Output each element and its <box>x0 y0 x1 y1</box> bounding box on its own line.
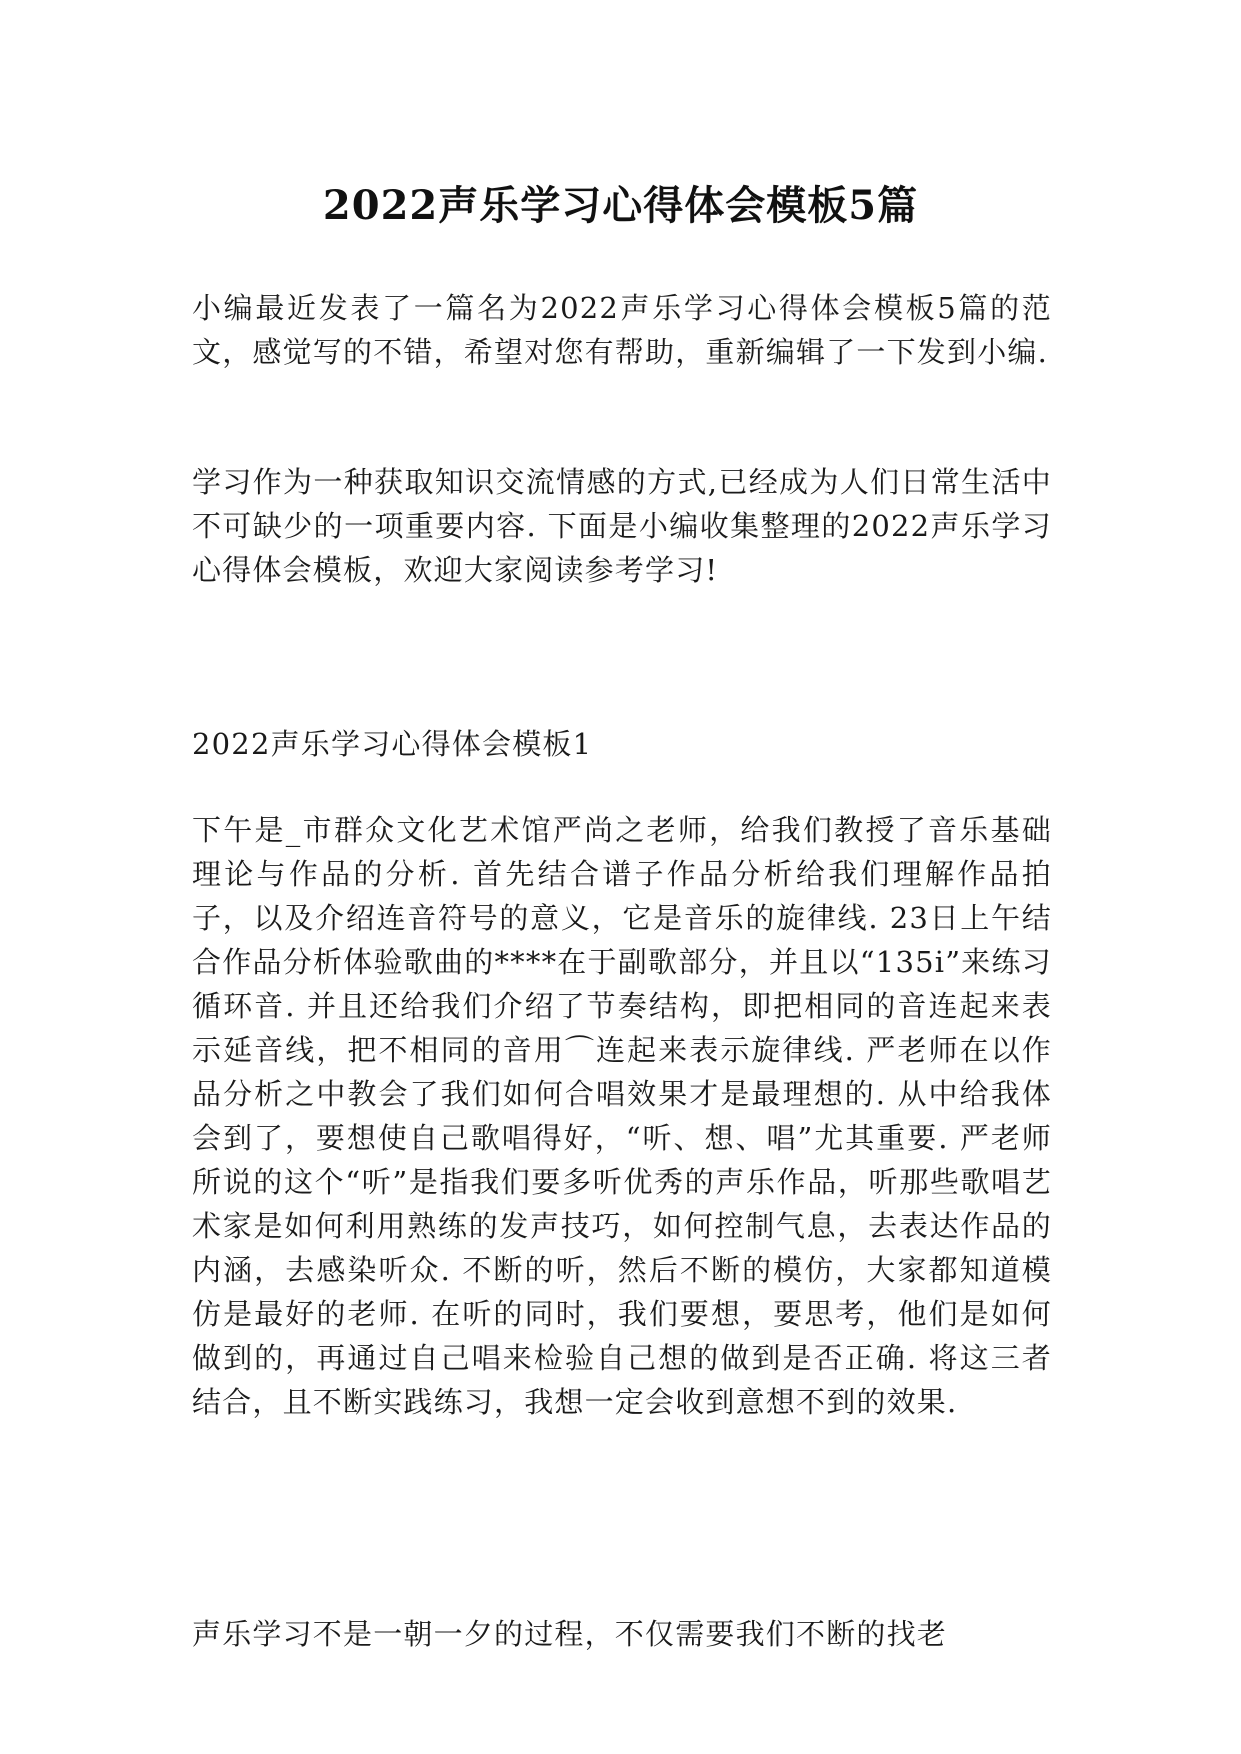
intro-paragraph: 小编最近发表了一篇名为2022声乐学习心得体会模板5篇的范文，感觉写的不错，希望对您有帮助，重新编辑了一下发到小编. <box>192 291 1052 369</box>
document-title: 2022声乐学习心得体会模板5篇 <box>322 182 919 229</box>
section-heading: 2022声乐学习心得体会模板1 <box>192 727 593 761</box>
body-paragraph: 下午是_市群众文化艺术馆严尚之老师，给我们教授了音乐基础理论与作品的分析. 首先结合谱子作品分析给我们理解作品拍子，以及介绍连音符号的意义，它是音乐的旋律线. 23日上午结合作品分析体验歌曲的****在于副歌部分，并且以“135i”来练习循环音. 并且还给我们介绍了节奏结构，即把相同的音连起来表示延音线，把不相同的音用⌒连起来表示旋律线. 严老师在以作品分析之中教会了我们如何合唱效果才是最理想的. 从中给我体会到了，要想使自己歌唱得好，“听、想、唱”尤其重要. 严老师所说的这个“听”是指我们要多听优秀的声乐作品，听那些歌唱艺术家是如何利用熟练的发声技巧，如何控制气息，去表达作品的内涵，去感染听众. 不断的听，然后不断的模仿，大家都知道模仿是最好的老师. 在听的同时，我们要想，要思考，他们是如何做到的，再通过自己唱来检验自己想的做到是否正确. 将这三者结合，且不断实践练习，我想一定会收到意想不到的效果. <box>192 813 1052 1419</box>
body-paragraph-continued: 声乐学习不是一朝一夕的过程，不仅需要我们不断的找老 <box>192 1617 948 1651</box>
lead-paragraph: 学习作为一种获取知识交流情感的方式,已经成为人们日常生活中不可缺少的一项重要内容. 下面是小编收集整理的2022声乐学习心得体会模板，欢迎大家阅读参考学习! <box>192 465 1052 587</box>
